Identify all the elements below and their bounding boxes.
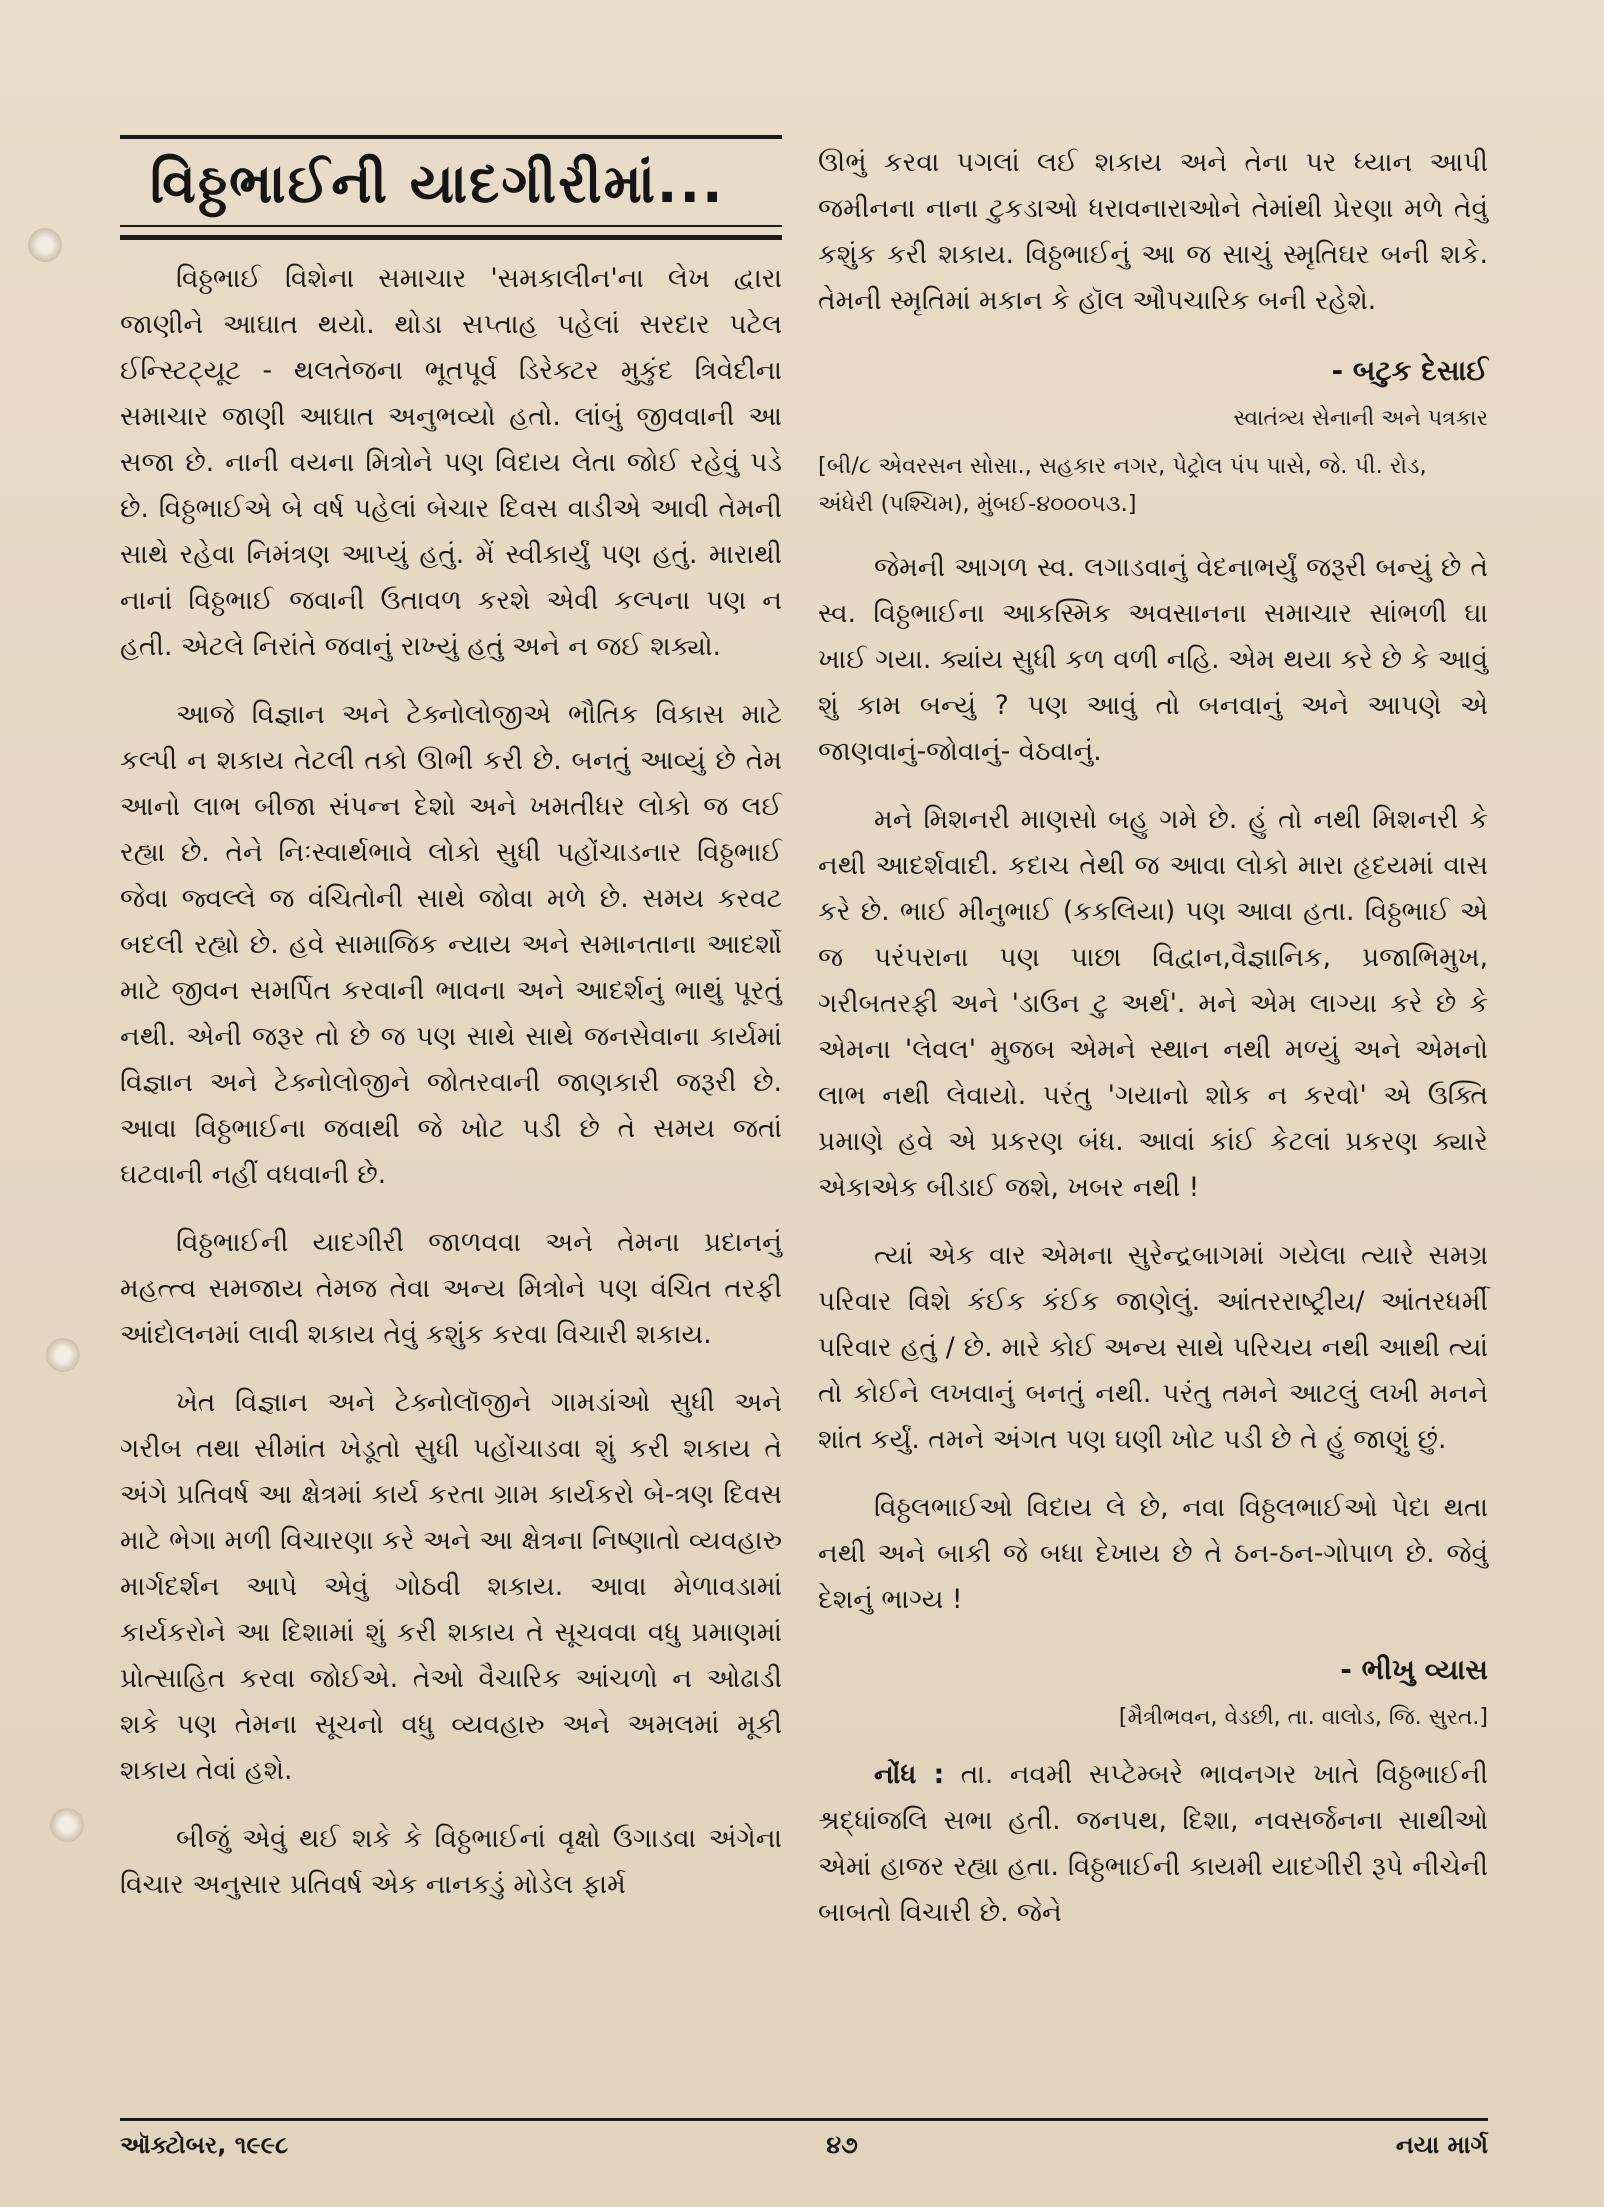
title-box	[120, 135, 782, 227]
page-footer	[120, 2118, 1488, 2159]
author-role: સ્વાતંત્ર્ય સેનાની અને પત્રકાર	[1233, 406, 1488, 431]
paragraph: મને મિશનરી માણસો બહુ ગમે છે. હું તો નથી મિશનરી કે નથી આદર્શવાદી. કદાચ તેથી જ આવા લોકો મારા હૃદયમાં વાસ કરે છે. ભાઈ મીનુભાઈ (કકલિયા) પણ આવા હતા. વિઠ્ઠભાઈ એ જ પરંપરાના પણ પાછા વિદ્વાન,વૈજ્ઞાનિક, પ્રજાભિમુખ, ગરીબતરફી અને 'ડાઉન ટુ અર્થ'. મને એમ લાગ્યા કરે છે કે એમના 'લેવલ' મુજબ એમને સ્થાન નથી મળ્યું અને એમનો લાભ નથી લેવાયો. પરંતુ 'ગયાનો શોક ન કરવો' એ ઉક્તિ પ્રમાણે હવે એ પ્રકરણ બંધ. આવાં કાંઈ કેટલાં પ્રકરણ ક્યારે એકાએક બીડાઈ જશે, ખબર નથી !	[818, 804, 1488, 1203]
punch-hole-bottom	[50, 1808, 84, 1842]
note-text: તા. નવમી સપ્ટેમ્બરે ભાવનગર ખાતે વિઠ્ઠભાઈની શ્રદ્ધાંજલિ સભા હતી. જનપથ, દિશા, નવસર્જનના સાથીઓ એમાં હાજર રહ્યા હતા. વિઠ્ઠભાઈની કાયમી યાદગીરી રૂપે નીચેની બાબતો વિચારી છે. જેને	[818, 1759, 1488, 1928]
punch-hole-middle	[46, 1338, 80, 1372]
paragraph: ખેત વિજ્ઞાન અને ટેક્નોલૉજીને ગામડાંઓ સુધી અને ગરીબ તથા સીમાંત ખેડૂતો સુધી પહોંચાડવા શું કરી શકાય તે અંગે પ્રતિવર્ષ આ ક્ષેત્રમાં કાર્ય કરતા ગ્રામ કાર્યકરો બે-ત્રણ દિવસ માટે ભેગા મળી વિચારણા કરે અને આ ક્ષેત્રના નિષ્ણાતો વ્યવહારુ માર્ગદર્શન આપે એવું ગોઠવી શકાય. આવા મેળાવડામાં કાર્યકરોને આ દિશામાં શું કરી શકાય તે સૂચવવા વધુ પ્રમાણમાં પ્રોત્સાહિત કરવા જોઈએ. તેઓ વૈચારિક આંચળો ન ઓઢાડી શકે પણ તેમના સૂચનો વધુ વ્યવહારુ અને અમલમાં મૂકી શકાય તેવાં હશે.	[120, 1387, 782, 1787]
footer-date: ઑક્ટોબર, ૧૯૯૮	[120, 2131, 289, 2159]
author-signature: - ભીખુ વ્યાસ	[1340, 1653, 1488, 1686]
note-paragraph	[818, 1752, 1488, 1936]
page-number: ૪૭	[826, 2131, 858, 2159]
paragraph: ત્યાં એક વાર એમના સુરેન્દ્રબાગમાં ગયેલા ત્યારે સમગ્ર પરિવાર વિશે કંઈક કંઈક જાણેલું. આંતરરાષ્ટ્રીય/ આંતરધર્મી પરિવાર હતું / છે. મારે કોઈ અન્ય સાથે પરિચય નથી આથી ત્યાં તો કોઈને લખવાનું બનતું નથી. પરંતુ તમને આટલું લખી મનને શાંત કર્યું. તમને અંગત પણ ઘણી ખોટ પડી છે તે હું જાણું છું.	[818, 1240, 1488, 1455]
paragraph: વિઠ્ઠલભાઈઓ વિદાય લે છે, નવા વિઠ્ઠલભાઈઓ પેદા થતા નથી અને બાકી જે બધા દેખાય છે તે ઠન-ઠન-ગોપાળ છે. જેવું દેશનું ભાગ્ય !	[818, 1492, 1488, 1615]
paragraph: બીજું એવું થઈ શકે કે વિઠ્ઠભાઈનાં વૃક્ષો ઉગાડવા અંગેના વિચાર અનુસાર પ્રતિવર્ષ એક નાનકડું મોડેલ ફાર્મ	[120, 1823, 782, 1901]
paragraph-continued: ઊભું કરવા પગલાં લઈ શકાય અને તેના પર ધ્યાન આપી જમીનના નાના ટુકડાઓ ધરાવનારાઓને તેમાંથી પ્રેરણા મળે તેવું કશુંક કરી શકાય. વિઠ્ઠભાઈનું આ જ સાચું સ્મૃતિઘર બની શકે. તેમની સ્મૃતિમાં મકાન કે હૉલ ઔપચારિક બની રહેશે.	[818, 147, 1488, 316]
author-address: [મૈત્રીભવન, વેડછી, તા. વાલોડ, જિ. સુરત.]	[1118, 1705, 1488, 1730]
paragraph: વિઠ્ઠભાઈની યાદગીરી જાળવવા અને તેમના પ્રદાનનું મહત્ત્વ સમજાય તેમજ તેવા અન્ય મિત્રોને પણ વંચિત તરફી આંદોલનમાં લાવી શકાય તેવું કશુંક કરવા વિચારી શકાય.	[120, 1227, 782, 1351]
author-signature: - બટુક દેસાઈ	[1331, 354, 1488, 387]
left-column	[120, 135, 782, 1908]
right-column	[818, 140, 1488, 1936]
paragraph: આજે વિજ્ઞાન અને ટેક્નોલોજીએ ભૌતિક વિકાસ માટે કલ્પી ન શકાય તેટલી તકો ઊભી કરી છે. બનતું આવ્યું છે તેમ આનો લાભ બીજા સંપન્ન દેશો અને ખમતીધર લોકો જ લઈ રહ્યા છે. તેને નિઃસ્વાર્થભાવે લોકો સુધી પહોંચાડનાર વિઠ્ઠભાઈ જેવા જ્વલ્લે જ વંચિતોની સાથે જોવા મળે છે. સમય કરવટ બદલી રહ્યો છે. હવે સામાજિક ન્યાય અને સમાનતાના આદર્શો માટે જીવન સમર્પિત કરવાની ભાવના અને આદર્શનું ભાથું પૂરતું નથી. એની જરૂર તો છે જ પણ સાથે સાથે જનસેવાના કાર્યમાં વિજ્ઞાન અને ટેક્નોલોજીને જોતરવાની જાણકારી જરૂરી છે. આવા વિઠ્ઠભાઈના જવાથી જે ખોટ પડી છે તે સમય જતાં ઘટવાની નહીં વધવાની છે.	[120, 699, 782, 1191]
punch-hole-top	[28, 228, 62, 262]
author-address: [બી/૮ એવરસન સોસા., સહકાર નગર, પેટ્રોલ પંપ પાસે, જે. પી. રોડ, અંધેરી (પશ્ચિમ), મુંબઈ-૪૦૦૦૫૩.]	[818, 453, 1427, 517]
paragraph: વિઠ્ઠભાઈ વિશેના સમાચાર 'સમકાલીન'ના લેખ દ્વારા જાણીને આઘાત થયો. થોડા સપ્તાહ પહેલાં સરદાર પટેલ ઈન્સ્ટિટ્યૂટ - થલતેજના ભૂતપૂર્વ ડિરેક્ટર મુકુંદ ત્રિવેદીના સમાચાર જાણી આઘાત અનુભવ્યો હતો. લાંબું જીવવાની આ સજા છે. નાની વયના મિત્રોને પણ વિદાય લેતા જોઈ રહેવું પડે છે. વિઠ્ઠભાઈએ બે વર્ષ પહેલાં બેચાર દિવસ વાડીએ આવી તેમની સાથે રહેવા નિમંત્રણ આપ્યું હતું. મેં સ્વીકાર્યું પણ હતું. મારાથી નાનાં વિઠ્ઠભાઈ જવાની ઉતાવળ કરશે એવી કલ્પના પણ ન હતી. એટલે નિરાંતે જવાનું રાખ્યું હતું અને ન જઈ શક્યો.	[120, 263, 782, 663]
note-label: નોંધ :	[874, 1759, 945, 1790]
article-title: વિઠ્ઠભાઈની યાદગીરીમાં...	[150, 152, 725, 215]
paragraph: જેમની આગળ સ્વ. લગાડવાનું વેદનાભર્યું જરૂરી બન્યું છે તે સ્વ. વિઠ્ઠભાઈના આકસ્મિક અવસાનના સમાચાર સાંભળી ઘા ખાઈ ગયા. ક્યાંય સુધી કળ વળી નહિ. એમ થયા કરે છે કે આવું શું કામ બન્યું ? પણ આવું તો બનવાનું અને આપણે એ જાણવાનું-જોવાનું- વેઠવાનું.	[818, 552, 1488, 767]
title-rule	[120, 235, 782, 240]
magazine-name: નયા માર્ગ	[1395, 2131, 1488, 2159]
